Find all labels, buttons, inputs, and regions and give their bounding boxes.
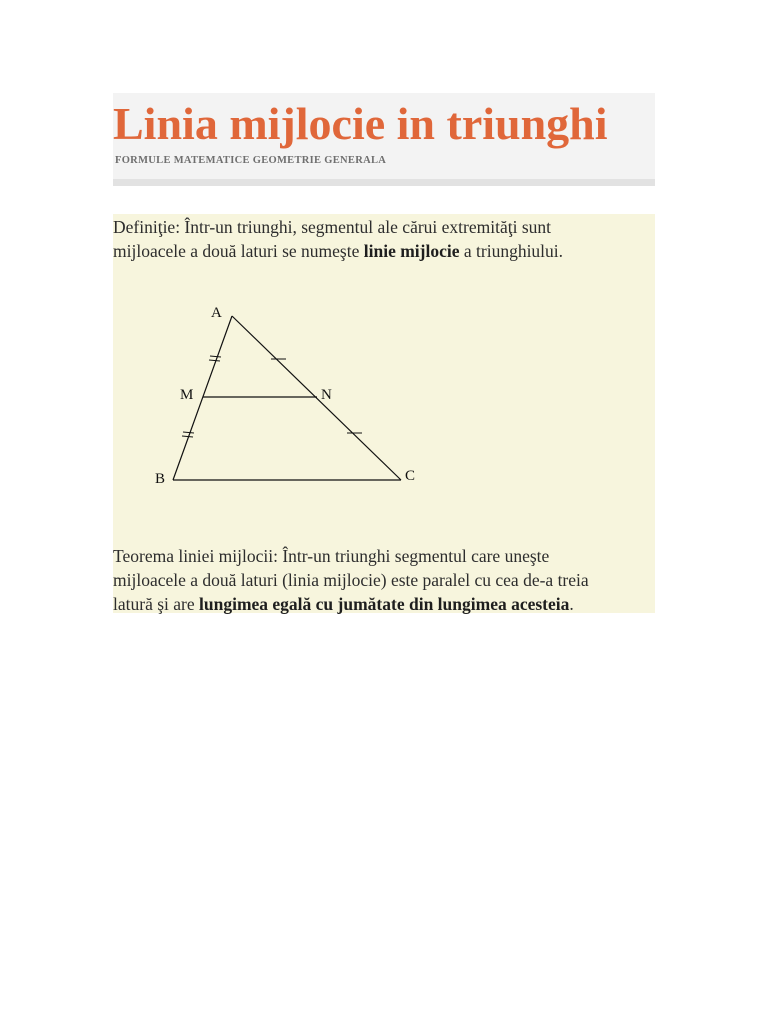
theorem-paragraph xyxy=(113,544,613,616)
definition-paragraph xyxy=(113,215,613,263)
label-c: C xyxy=(405,468,416,484)
page-title: Linia mijlocie in triunghi xyxy=(113,98,608,149)
label-n: N xyxy=(321,387,332,403)
tick-am-2 xyxy=(209,360,220,361)
tick-am-1 xyxy=(210,356,221,357)
definition-text: Definiţie: Într-un triunghi, segmentul ale cărui extremităţi sunt mijloacele a două laturi se numeşte xyxy=(113,217,551,261)
label-b: B xyxy=(155,471,166,487)
definition-term: linie mijlocie xyxy=(363,241,460,261)
content-box xyxy=(113,214,655,613)
triangle-diagram xyxy=(153,304,433,504)
label-a: A xyxy=(211,305,222,321)
label-m: M xyxy=(180,387,194,403)
theorem-text: Teorema liniei mijlocii: Într-un triunghi segmentul care uneşte mijloacele a două laturi (linia mijlocie) este paralel cu cea de-a treia latură şi are xyxy=(113,546,589,614)
theorem-emphasis: lungimea egală cu jumătate din lungimea acesteia xyxy=(199,594,570,614)
definition-text-end: a triunghiului. xyxy=(459,241,564,261)
tick-mb-2 xyxy=(182,436,193,437)
side-ac xyxy=(232,316,401,480)
page-header xyxy=(113,93,655,186)
theorem-text-end: . xyxy=(569,594,574,614)
tick-mb-1 xyxy=(183,432,194,433)
breadcrumb[interactable]: FORMULE MATEMATICE GEOMETRIE GENERALA xyxy=(115,155,387,166)
